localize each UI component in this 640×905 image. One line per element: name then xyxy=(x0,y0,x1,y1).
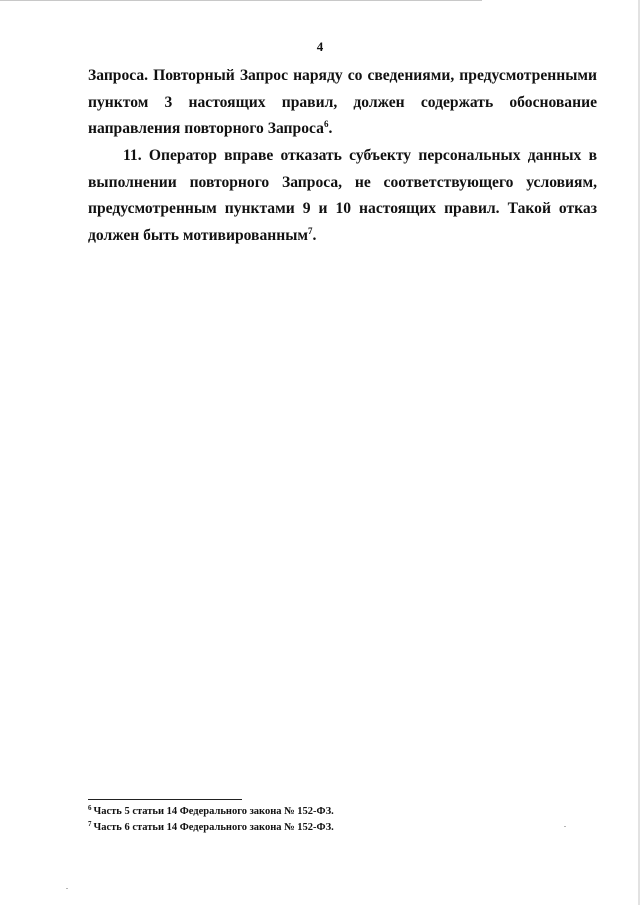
footnote-ref-6: 6 xyxy=(323,119,329,129)
footnote-6-marker: 6 xyxy=(88,804,92,812)
scan-top-edge xyxy=(0,0,482,1)
scan-speck xyxy=(564,826,566,827)
paragraph-2-trailing: . xyxy=(312,226,317,244)
paragraph-1-trailing: . xyxy=(328,120,333,137)
paragraph-1 xyxy=(88,63,597,143)
paragraph-2-text: 11. Оператор вправе отказать субъекту персональных данных в выполнении повторного Запроса, не соответствующего условиям, предусмотренным пунктами 9 и 10 настоящих правил. Такой отказ должен быть мотивированным xyxy=(88,147,597,244)
footnote-ref-7: 7 xyxy=(308,225,313,236)
footnote-7 xyxy=(88,820,508,836)
scan-speck xyxy=(66,888,68,889)
footnote-7-marker: 7 xyxy=(88,820,92,828)
paragraph-clause-11 xyxy=(88,143,597,249)
footnote-6-text: Часть 5 статьи 14 Федерального закона № 152-ФЗ. xyxy=(93,806,334,817)
paragraph-2 xyxy=(88,143,597,249)
footnote-7-text: Часть 6 статьи 14 Федерального закона № 152-ФЗ. xyxy=(93,822,334,833)
paragraph-1-text: Запроса. Повторный Запрос наряду со сведениями, предусмотренными пунктом 3 настоящих правил, должен содержать обоснование направления повторного Запроса xyxy=(88,67,597,137)
footnotes xyxy=(88,804,508,836)
footnote-separator xyxy=(88,799,242,800)
footnote-6 xyxy=(88,804,508,820)
paragraph-request-continuation xyxy=(88,63,597,143)
page-number: 4 xyxy=(316,39,324,54)
